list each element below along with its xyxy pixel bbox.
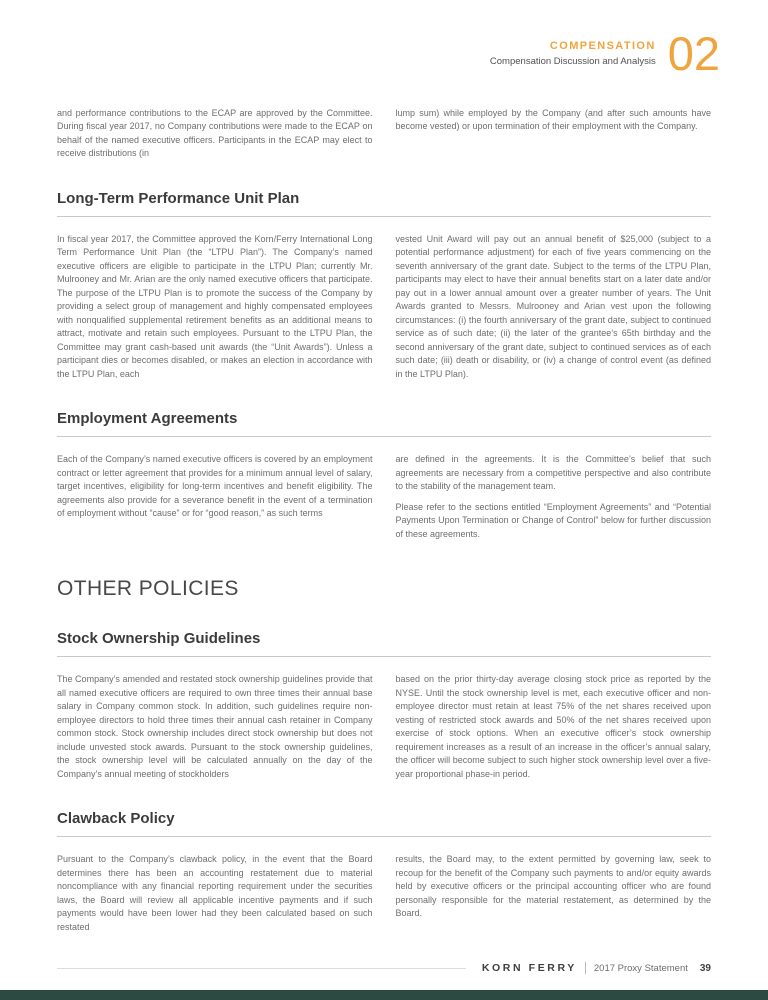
page-number: 39 <box>699 962 711 974</box>
section-columns <box>57 233 711 382</box>
section-heading: Clawback Policy <box>57 810 711 837</box>
header-meta <box>490 32 656 67</box>
section-stock-ownership-guidelines <box>57 630 711 781</box>
footer-rule <box>57 968 466 969</box>
paragraph: results, the Board may, to the extent permitted by governing law, seek to recoup for the benefit of the Company such payments to and/or equity awards held by executive officers or the principal accounting officer who are found personally responsible for the material restatement, as determined by the Board. <box>395 854 711 919</box>
section-heading: Employment Agreements <box>57 410 711 437</box>
paragraph: In fiscal year 2017, the Committee approved the Korn/Ferry International Long Term Performance Unit Plan (the “LTPU Plan”). The Company’s named executive officers are eligible to participate in the LTPU Plan; currently Mr. Mulrooney and Mr. Arian are the only named executive officers that participate. The purpose of the LTPU Plan is to promote the success of the Company by providing a select group of management and highly compensated employees with nonqualified supplemental retirement benefits as an additional means to attract, motivate and retain such employees. Pursuant to the LTPU Plan, the Committee may grant cash-based unit awards (the “Unit Awards”). Unless a participant dies or becomes disabled, or makes an election in accordance with the LTPU Plan, each <box>57 233 373 379</box>
header-kicker: COMPENSATION <box>549 40 656 52</box>
section-columns <box>57 673 711 781</box>
paragraph: are defined in the agreements. It is the Committee’s belief that such agreements are necessary from a competitive perspective and also contribute to the stability of the management team. <box>395 454 711 492</box>
intro-left-column <box>57 107 373 161</box>
page-content <box>0 107 768 935</box>
section-clawback-policy <box>57 810 711 934</box>
paragraph: based on the prior thirty-day average closing stock price as reported by the NYSE. Until the stock ownership level is met, each executive officer and non-employee director must retain at least 75% of the net shares received upon vesting of restricted stock awards and 50% of the net shares received upon exercise of stock options. When an executive officer’s stock ownership requirement increases as a result of an increase in the officer’s annual salary, the officer will become subject to such higher stock ownership level over a five-year proportional phase-in period. <box>395 674 711 779</box>
section-employment-agreements <box>57 410 711 541</box>
footer-color-bar <box>0 990 768 1000</box>
section-columns <box>57 453 711 541</box>
paragraph: Please refer to the sections entitled “Employment Agreements” and “Potential Payments Upon Termination or Change of Control” below for further discussion of these agreements. <box>395 501 711 539</box>
page-header <box>0 0 768 80</box>
intro-right-column <box>396 107 712 161</box>
paragraph: Pursuant to the Company’s clawback policy, in the event that the Board determines there has been an accounting restatement due to material noncompliance with any financial reporting requirement under the securities laws, the Board will review all applicable incentive payments and if such payments would have been lower had they been calculated based on such restated <box>57 854 373 932</box>
paragraph: and performance contributions to the ECAP are approved by the Committee. During fiscal year 2017, no Company contributions were made to the ECAP on behalf of the named executive officers. Participants in the ECAP may elect to receive distributions (in <box>57 107 373 159</box>
left-column <box>57 853 373 934</box>
left-column <box>57 673 373 781</box>
intro-columns <box>57 107 711 161</box>
paragraph: vested Unit Award will pay out an annual benefit of $25,000 (subject to a potential performance adjustment) for each of five years commencing on the seventh anniversary of the grant date. Subject to the terms of the LTPU Plan, participants may elect to have their annual benefits start on a later date and/or pay out in a lower annual amount over a greater number of years. The Unit Awards granted to Messrs. Mulrooney and Arian vest upon the following circumstances: (i) the fourth anniversary of the grant date, subject to continued service as of such date; (ii) the later of the grantee’s 65th birthday and the second anniversary of the grant date, subject to continued services as of each such date; (iii) death or disability, or (iv) a change of control event (as defined in the LTPU Plan). <box>395 233 711 379</box>
intro-section <box>57 107 711 161</box>
header-subtitle: Compensation Discussion and Analysis <box>489 56 656 67</box>
right-column <box>396 853 712 934</box>
section-columns <box>57 853 711 934</box>
section-long-term-performance-unit-plan <box>57 190 711 382</box>
right-column <box>396 673 712 781</box>
brand-logo: KORN FERRY <box>481 962 577 974</box>
section-heading: Long-Term Performance Unit Plan <box>57 190 711 217</box>
paragraph: Each of the Company’s named executive officers is covered by an employment contract or letter agreement that provides for a minimum annual level of salary, target incentives, eligibility for long-term incentives and benefit eligibility. The agreements also provide for a severance benefit in the event of a termination of employment without “cause” or for “good reason,” as such terms <box>57 454 373 519</box>
left-column <box>57 453 373 541</box>
other-policies-title: OTHER POLICIES <box>57 577 239 601</box>
paragraph: The Company’s amended and restated stock ownership guidelines provide that all named executive officers are required to own three times their annual base salary in Company common stock. In addition, such guidelines require non-employee directors to hold three times their annual cash retainer in Company common stock. Stock ownership includes direct stock ownership but does not include unvested stock awards. Pursuant to the stock ownership guidelines, the stock ownership level will be calculated annually on the day of the Company’s annual meeting of stockholders <box>57 674 373 779</box>
right-column <box>396 233 712 382</box>
right-column <box>396 453 712 541</box>
chapter-number: 02 <box>667 27 720 80</box>
left-column <box>57 233 373 382</box>
footer-separator <box>585 962 586 974</box>
footer-doc-title: 2017 Proxy Statement <box>593 962 688 974</box>
paragraph: lump sum) while employed by the Company (and after such amounts have become vested) or upon termination of their employment with the Company. <box>395 107 711 132</box>
page-footer <box>57 962 711 974</box>
section-heading: Stock Ownership Guidelines <box>57 630 711 657</box>
